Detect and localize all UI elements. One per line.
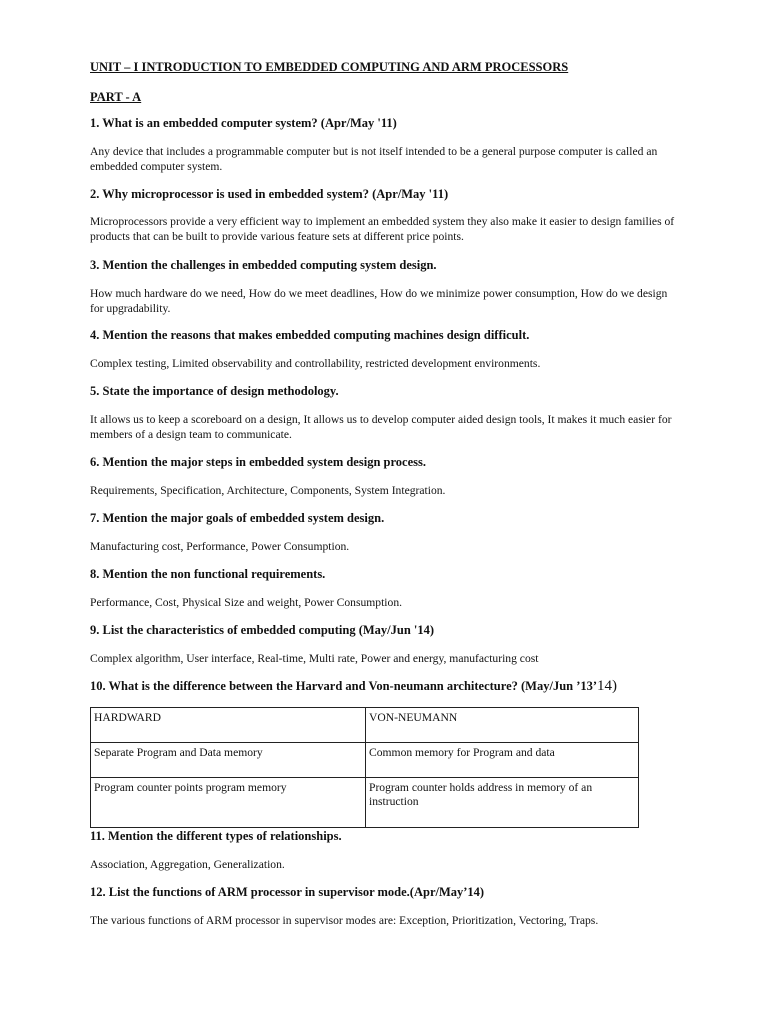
answer-3: How much hardware do we need, How do we meet deadlines, How do we minimize power consumption, How do we design for upgradability. bbox=[90, 287, 668, 315]
question-3: 3. Mention the challenges in embedded computing system design. bbox=[90, 258, 437, 272]
harvard-vs-von-neumann-table bbox=[90, 707, 639, 828]
unit-title: UNIT – I INTRODUCTION TO EMBEDDED COMPUTING AND ARM PROCESSORS bbox=[90, 60, 569, 74]
table-cell: Program counter holds address in memory of an instruction bbox=[366, 778, 639, 828]
question-11: 11. Mention the different types of relationships. bbox=[90, 829, 342, 843]
question-1: 1. What is an embedded computer system? (Apr/May '11) bbox=[90, 116, 397, 130]
answer-4: Complex testing, Limited observability and controllability, restricted development environments. bbox=[90, 357, 541, 370]
answer-12: The various functions of ARM processor in supervisor modes are: Exception, Prioritization, Vectoring, Traps. bbox=[90, 914, 599, 927]
question-10 bbox=[90, 678, 617, 695]
table-cell: Program counter points program memory bbox=[91, 778, 366, 828]
question-10-text: 10. What is the difference between the Harvard and Von-neumann architecture? (May/Jun ’13’ bbox=[90, 679, 598, 693]
document-page bbox=[90, 0, 690, 1024]
answer-2: Microprocessors provide a very efficient way to implement an embedded system they also make it easier to design families of products that can be built to provide various feature sets at different price points. bbox=[90, 215, 675, 243]
answer-6: Requirements, Specification, Architecture, Components, System Integration. bbox=[90, 484, 446, 497]
question-9: 9. List the characteristics of embedded computing (May/Jun '14) bbox=[90, 623, 435, 637]
part-title: PART - A bbox=[90, 90, 142, 104]
answer-11: Association, Aggregation, Generalization. bbox=[90, 858, 285, 871]
table-cell: VON-NEUMANN bbox=[366, 708, 639, 743]
question-7: 7. Mention the major goals of embedded system design. bbox=[90, 511, 385, 525]
question-6: 6. Mention the major steps in embedded system design process. bbox=[90, 455, 426, 469]
question-10-suffix: 14) bbox=[597, 678, 618, 694]
question-12: 12. List the functions of ARM processor in supervisor mode.(Apr/May’14) bbox=[90, 885, 485, 899]
table-row bbox=[91, 778, 639, 828]
answer-5: It allows us to keep a scoreboard on a design, It allows us to develop computer aided design tools, It makes it much easier for members of a design team to communicate. bbox=[90, 413, 672, 441]
table-cell: Separate Program and Data memory bbox=[91, 743, 366, 778]
question-5: 5. State the importance of design methodology. bbox=[90, 384, 339, 398]
table-cell: Common memory for Program and data bbox=[366, 743, 639, 778]
table-header-row bbox=[91, 708, 639, 743]
table-row bbox=[91, 743, 639, 778]
answer-9: Complex algorithm, User interface, Real-time, Multi rate, Power and energy, manufacturing cost bbox=[90, 652, 539, 665]
question-8: 8. Mention the non functional requirements. bbox=[90, 567, 326, 581]
answer-1: Any device that includes a programmable computer but is not itself intended to be a general purpose computer is called an embedded computer system. bbox=[90, 145, 658, 173]
table-cell: HARDWARD bbox=[91, 708, 366, 743]
answer-8: Performance, Cost, Physical Size and weight, Power Consumption. bbox=[90, 596, 403, 609]
answer-7: Manufacturing cost, Performance, Power Consumption. bbox=[90, 540, 350, 553]
question-4: 4. Mention the reasons that makes embedded computing machines design difficult. bbox=[90, 328, 530, 342]
question-2: 2. Why microprocessor is used in embedded system? (Apr/May '11) bbox=[90, 187, 449, 201]
